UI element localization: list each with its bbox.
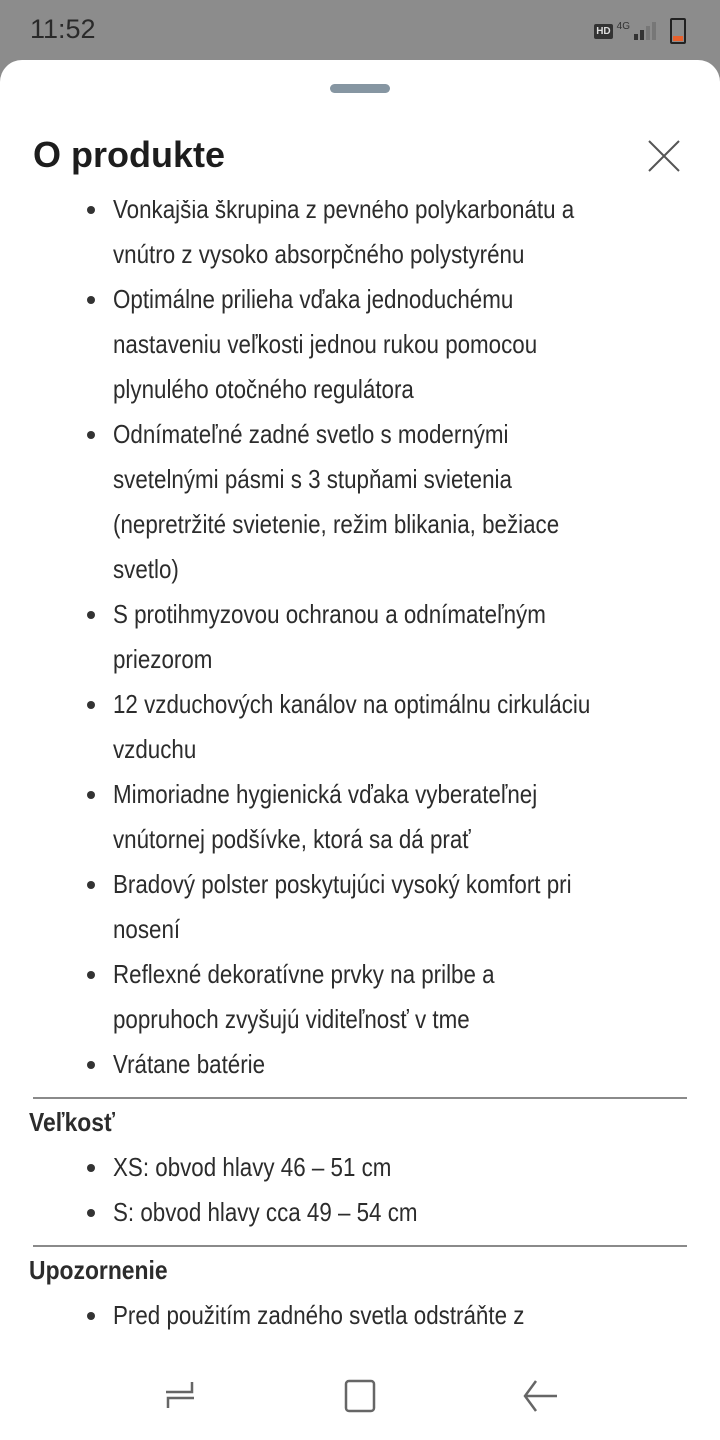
list-item — [0, 412, 720, 592]
list-item-text: Bradový polster poskytujúci vysoký komfort pri — [113, 869, 572, 899]
clock: 11:52 — [30, 14, 96, 44]
list-item-text: Mimoriadne hygienická vďaka vyberateľnej — [113, 779, 538, 809]
size-list — [0, 1145, 720, 1235]
recent-apps-icon — [162, 1378, 198, 1414]
back-icon — [522, 1378, 558, 1414]
warning-list — [0, 1293, 720, 1338]
list-item — [0, 952, 720, 1042]
list-item-text: Reflexné dekoratívne prvky na prilbe a — [113, 959, 495, 989]
warning-heading: Upozornenie — [29, 1255, 168, 1285]
list-item — [0, 200, 720, 277]
list-item-text: 12 vzduchových kanálov na optimálnu cirkuláciu — [113, 689, 591, 719]
status-bar — [0, 0, 720, 62]
list-item — [0, 1145, 720, 1190]
list-item-text: priezorom — [113, 644, 213, 674]
close-button[interactable] — [644, 136, 684, 176]
size-heading: Veľkosť — [29, 1107, 115, 1137]
feature-list — [0, 200, 720, 1087]
list-item-text: Odnímateľné zadné svetlo s modernými — [113, 419, 509, 449]
status-icons — [594, 18, 686, 44]
list-item-text: Pred použitím zadného svetla odstráňte z — [113, 1300, 525, 1330]
sheet-title: O produkte — [33, 134, 226, 175]
recent-apps-button[interactable] — [162, 1378, 198, 1414]
list-item — [0, 682, 720, 772]
list-item — [0, 592, 720, 682]
list-item-text: vnútro z vysoko absorpčného polystyrénu — [113, 239, 525, 269]
navigation-bar — [0, 1350, 720, 1440]
list-item-text: svetelnými pásmi s 3 stupňami svietenia — [113, 464, 512, 494]
list-item-text: Vrátane batérie — [113, 1049, 266, 1079]
list-item — [0, 1042, 720, 1087]
list-item — [0, 277, 720, 412]
list-item-text: svetlo) — [113, 554, 179, 584]
list-item — [0, 772, 720, 862]
list-item-text: nosení — [113, 914, 181, 944]
list-item-text: S protihmyzovou ochranou a odnímateľným — [113, 599, 546, 629]
drag-handle[interactable] — [330, 84, 390, 93]
home-button[interactable] — [342, 1378, 378, 1414]
list-item-text: popruhoch zvyšujú viditeľnosť v tme — [113, 1004, 470, 1034]
list-item-text: vzduchu — [113, 734, 197, 764]
bottom-sheet — [0, 60, 720, 1440]
list-item-text: nastaveniu veľkosti jednou rukou pomocou — [113, 329, 538, 359]
home-icon — [342, 1378, 378, 1414]
list-item — [0, 1293, 720, 1338]
list-item-text: Optimálne prilieha vďaka jednoduchému — [113, 284, 514, 314]
network-type-icon: 4G — [616, 20, 630, 32]
list-item-text: XS: obvod hlavy 46 – 51 cm — [113, 1152, 392, 1182]
back-button[interactable] — [522, 1378, 558, 1414]
list-item-text: S: obvod hlavy cca 49 – 54 cm — [113, 1197, 418, 1227]
signal-icon — [634, 22, 656, 40]
list-item-text: plynulého otočného regulátora — [113, 374, 414, 404]
product-description[interactable] — [0, 200, 720, 1345]
close-icon — [644, 136, 684, 176]
list-item-text: vnútornej podšívke, ktorá sa dá prať — [113, 824, 471, 854]
battery-icon — [670, 18, 686, 44]
hd-voice-icon: HD — [596, 25, 611, 37]
list-item-text: (nepretržité svietenie, režim blikania, bežiace — [113, 509, 560, 539]
list-item — [0, 1190, 720, 1235]
list-item — [0, 862, 720, 952]
list-item-text: Vonkajšia škrupina z pevného polykarbonátu a — [113, 200, 575, 224]
